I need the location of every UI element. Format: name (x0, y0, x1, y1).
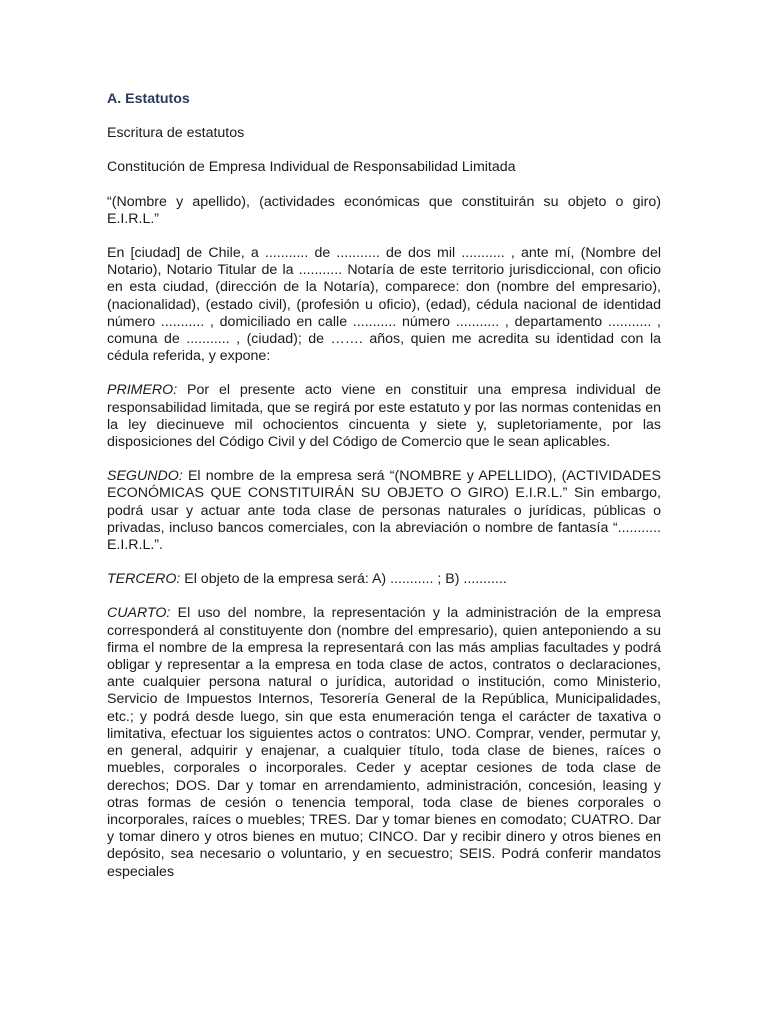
clause-text: Por el presente acto viene en constituir una empresa individual de responsabilidad limitada, que se regirá por este estatuto y por las normas contenidas en la ley diecinueve mil ochocientos cincuenta y siete y, supletoriamente, por las disposiciones del Código Civil y del Código de Comercio que le sean aplicables. (107, 382, 661, 451)
clause-segundo (107, 468, 661, 554)
company-name-line: “(Nombre y apellido), (actividades económicas que constituirán su objeto o giro) E.I.R.L.” (107, 193, 661, 227)
document-page (107, 91, 661, 898)
clause-label: SEGUNDO: (107, 468, 183, 485)
clause-label: CUARTO: (107, 605, 171, 622)
clause-text: El uso del nombre, la representación y la administración de la empresa corresponderá al constituyente don (nombre del empresario), quien anteponiendo a su firma el nombre de la empresa la representará con las más amplias facultades y podrá obligar y representar a la empresa en toda clase de actos, contratos o declaraciones, ante cualquier persona natural o jurídica, autoridad o institución, como Ministerio, Servicio de Impuestos Internos, Tesorería General de la República, Municipalidades, etc.; y podrá desde luego, sin que esta enumeración tenga el carácter de taxativa o limitativa, efectuar los siguientes actos o contratos: UNO. Comprar, vender, permutar y, en general, adquirir y enajenar, a cualquier título, toda clase de bienes, raíces o muebles, corporales o incorporales. Ceder y aceptar cesiones de toda clase de derechos; DOS. Dar y tomar en arrendamiento, administración, concesión, leasing y otras formas de cesión o tenencia temporal, toda clase de bienes corporales o incorporales, raíces o muebles; TRES. Dar y tomar bienes en comodato; CUATRO. Dar y tomar dinero y otros bienes en mutuo; CINCO. Dar y recibir dinero y otros bienes en depósito, sea necesario o voluntario, y en secuestro; SEIS. Podrá conferir mandatos especiales (107, 605, 661, 880)
preamble-paragraph: En [ciudad] de Chile, a ........... de ........... de dos mil ........... , ante mí, (Nombre del Notario), Notario Titular de la ........... Notaría de este territorio jurisdiccional, con oficio en esta ciudad, (dirección de la Notaría), comparece: don (nombre del empresario), (nacionalidad), (estado civil), (profesión u oficio), (edad), cédula nacional de identidad número ........... , domiciliado en calle ........... número ........... , departamento ........... , comuna de ........... , (ciudad); de ……. años, quien me acredita su identidad con la cédula referida, y expone: (107, 245, 661, 365)
clause-primero (107, 382, 661, 451)
section-heading: A. Estatutos (107, 91, 190, 107)
clause-label: TERCERO: (107, 571, 181, 588)
clause-label: PRIMERO: (107, 382, 178, 399)
clause-cuarto (107, 605, 661, 880)
document-title: Constitución de Empresa Individual de Responsabilidad Limitada (107, 159, 516, 176)
document-subtitle: Escritura de estatutos (107, 125, 245, 142)
clause-text: El objeto de la empresa será: A) ........... ; B) ........... (180, 571, 507, 588)
clause-tercero (107, 571, 661, 588)
clause-text: El nombre de la empresa será “(NOMBRE y APELLIDO), (ACTIVIDADES ECONÓMICAS QUE CONSTITUIRÁN SU OBJETO O GIRO) E.I.R.L.” Sin embargo, podrá usar y actuar ante toda clase de personas naturales o jurídicas, públicas o privadas, incluso bancos comerciales, con la abreviación o nombre de fantasía “........... E.I.R.L.”. (107, 468, 661, 554)
